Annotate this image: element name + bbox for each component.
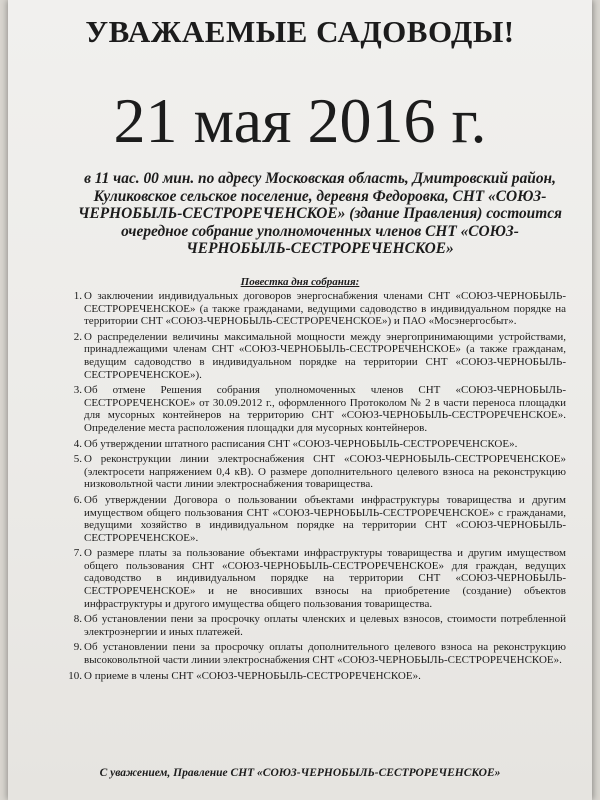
agenda-item-text: О заключении индивидуальных договоров энергоснабжения членами СНТ «СОЮЗ-ЧЕРНОБЫЛЬ-СЕСТРОРЕЧЕНСКОЕ» (а также гражданами, ведущими садоводство в индивидуальном порядке на территории СНТ «СОЮЗ-ЧЕРНОБЫЛЬ-СЕСТРОРЕЧЕНСКОЕ») и ПАО «Мосэнергосбыт». (84, 290, 566, 328)
agenda-item-number: 8. (73, 613, 82, 626)
agenda-item (73, 437, 566, 451)
agenda-item-text: Об отмене Решения собрания уполномоченных членов СНТ «СОЮЗ-ЧЕРНОБЫЛЬ-СЕСТРОРЕЧЕНСКОЕ» от 30.09.2012 г., оформленного Протоколом № 2 в части переноса площадки для мусорных контейнеров на территорию СНТ «СОЮЗ-ЧЕРНОБЫЛЬ-СЕСТРОРЕЧЕНСКОЕ». Определение места расположения площадки для мусорных контейнеров. (84, 384, 566, 434)
agenda-item (73, 493, 566, 544)
agenda-item (73, 641, 566, 667)
agenda-item-text: О приеме в члены СНТ «СОЮЗ-ЧЕРНОБЫЛЬ-СЕСТРОРЕЧЕНСКОЕ». (84, 669, 421, 682)
agenda-item-number: 6. (73, 493, 82, 506)
agenda-item (73, 330, 566, 381)
agenda-item-number: 4. (73, 437, 82, 450)
agenda-item-text: Об утверждении Договора о пользовании объектами инфраструктуры товарищества и другим имуществом общего пользования СНТ «СОЮЗ-ЧЕРНОБЫЛЬ-СЕСТРОРЕЧЕНСКОЕ» с гражданами, ведущими хозяйство в индивидуальном порядке на территории СНТ «СОЮЗ-ЧЕРНОБЫЛЬ-СЕСТРОРЕЧЕНСКОЕ». (84, 493, 566, 544)
notice-heading: УВАЖАЕМЫЕ САДОВОДЫ! (85, 14, 515, 49)
agenda-item-text: Об установлении пени за просрочку оплаты членских и целевых взносов, стоимости потребленной электроэнергии и иных платежей. (84, 613, 566, 638)
agenda-item-text: О размере платы за пользование объектами инфраструктуры товарищества и другим имуществом общего пользования СНТ «СОЮЗ-ЧЕРНОБЫЛЬ-СЕСТРОРЕЧЕНСКОЕ» для граждан, ведущих садоводство в индивидуальном порядке на территории СНТ «СОЮЗ-ЧЕРНОБЫЛЬ-СЕСТРОРЕЧЕНСКОЕ» и не вносивших взносы на приобретение (создание) объектов инфраструктуры и другого имущества общего пользования товарищества. (84, 547, 566, 610)
signature: С уважением, Правление СНТ «СОЮЗ-ЧЕРНОБЫЛЬ-СЕСТРОРЕЧЕНСКОЕ» (99, 767, 501, 779)
agenda-item (73, 384, 566, 434)
agenda-item (73, 290, 566, 328)
agenda-item-text: О распределении величины максимальной мощности между энергопринимающими устройствами, принадлежащими членам СНТ «СОЮЗ-ЧЕРНОБЫЛЬ-СЕСТРОРЕЧЕНСКОЕ» (а также гражданам, ведущим садоводство в индивидуальном порядке на территории СНТ «СОЮЗ-ЧЕРНОБЫЛЬ-СЕСТРОРЕЧЕНСКОЕ»). (84, 330, 566, 381)
agenda-item-number: 10. (68, 669, 82, 682)
agenda-title: Повестка дня собрания: (240, 276, 360, 288)
agenda-item-number: 2. (73, 330, 82, 343)
agenda-item-text: Об утверждении штатного расписания СНТ «СОЮЗ-ЧЕРНОБЫЛЬ-СЕСТРОРЕЧЕНСКОЕ». (84, 437, 518, 450)
meeting-date: 21 мая 2016 г. (113, 85, 487, 156)
notice-sheet (8, 0, 592, 800)
agenda-item (68, 669, 566, 683)
agenda-item-number: 5. (73, 453, 82, 466)
agenda-item-number: 3. (73, 384, 82, 397)
agenda-item (73, 613, 566, 638)
agenda-item-text: О реконструкции линии электроснабжения СНТ «СОЮЗ-ЧЕРНОБЫЛЬ-СЕСТРОРЕЧЕНСКОЕ» (электросети напряжением 0,4 кВ). О размере дополнительного целевого взноса на реконструкцию низковольтной части линии электроснабжения товарищества. (84, 453, 566, 491)
agenda-list (68, 290, 566, 685)
agenda-item (73, 453, 566, 491)
agenda-item-text: Об установлении пени за просрочку оплаты дополнительного целевого взноса на реконструкцию высоковольтной части линии электроснабжения СНТ «СОЮЗ-ЧЕРНОБЫЛЬ-СЕСТРОРЕЧЕНСКОЕ». (84, 641, 566, 667)
agenda-item-number: 9. (73, 641, 82, 654)
agenda-item-number: 7. (73, 547, 82, 560)
agenda-item (73, 547, 566, 610)
agenda-item-number: 1. (73, 290, 82, 302)
meeting-intro: в 11 час. 00 мин. по адресу Московская область, Дмитровский район, Куликовское сельское поселение, деревня Федоровка, СНТ «СОЮЗ-ЧЕРНОБЫЛЬ-СЕСТРОРЕЧЕНСКОЕ» (здание Правления) состоится очередное собрание уполномоченных членов СНТ «СОЮЗ-ЧЕРНОБЫЛЬ-СЕСТРОРЕЧЕНСКОЕ» (78, 170, 562, 258)
